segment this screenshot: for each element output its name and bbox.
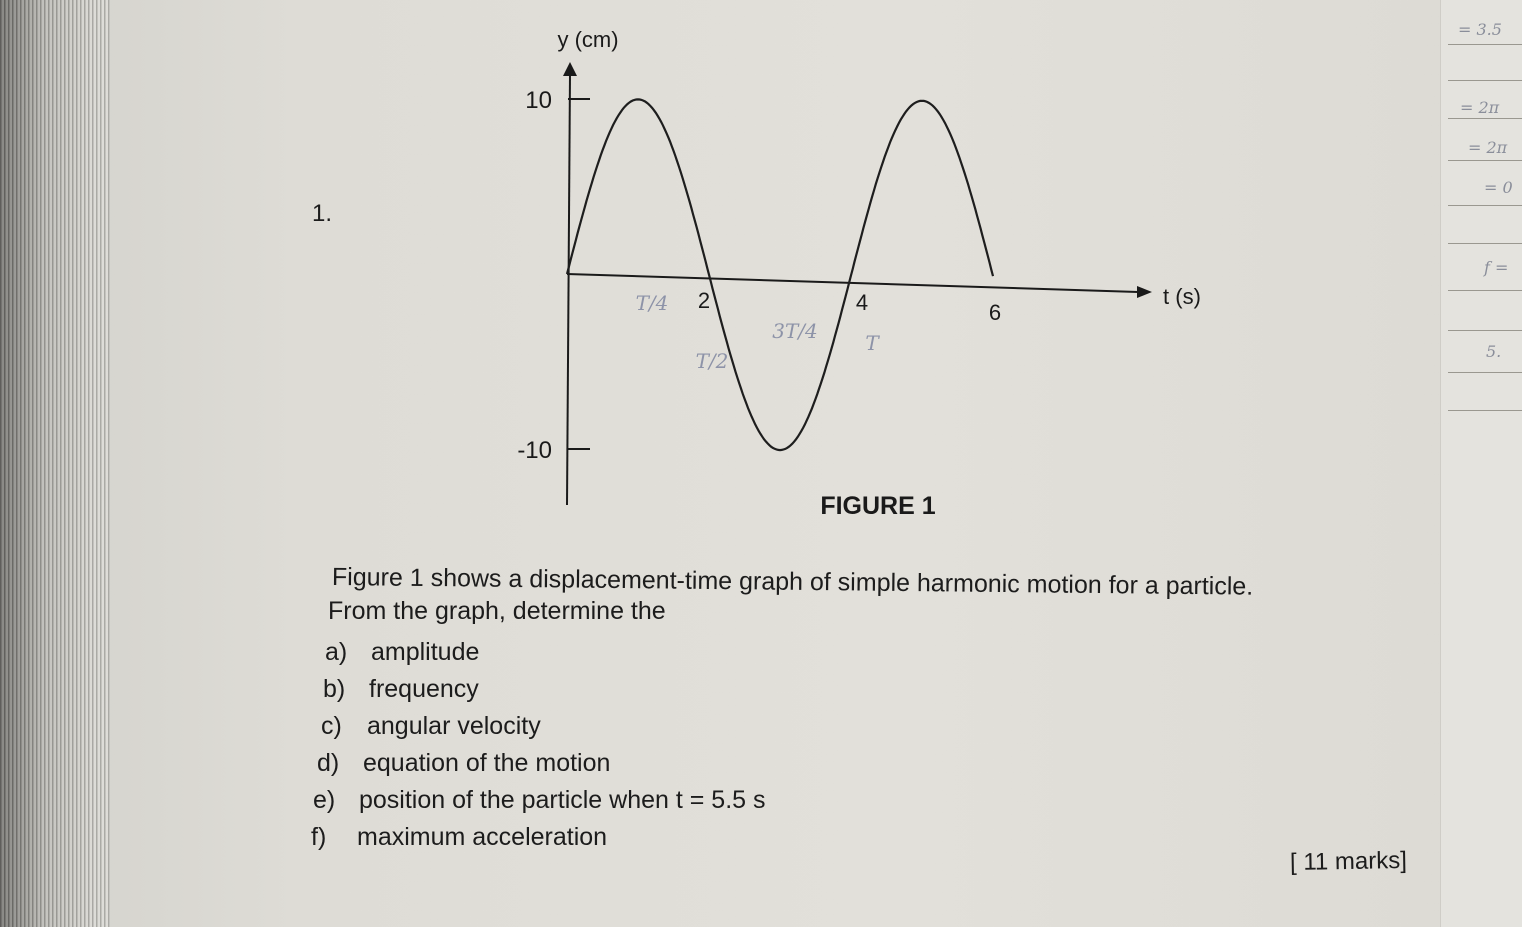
x-tick-label: 4: [855, 290, 869, 315]
handwritten-annotation: T/4: [635, 291, 669, 315]
part-text: equation of the motion: [363, 749, 611, 777]
notebook-rule-line: [1448, 118, 1522, 119]
question-parts: [305, 634, 1405, 856]
part-label: f): [311, 823, 327, 851]
part-text: maximum acceleration: [357, 823, 608, 851]
notebook-rule-line: [1448, 372, 1522, 373]
part-text: position of the particle when t = 5.5 s: [359, 786, 766, 814]
margin-note: = 0: [1484, 178, 1513, 197]
y-tick-label: -10: [517, 437, 552, 464]
notebook-rule-line: [1448, 80, 1522, 81]
x-tick-label: 2: [697, 288, 711, 313]
y-axis-arrow: [563, 62, 577, 76]
notebook-rule-line: [1448, 330, 1522, 331]
y-axis: [567, 74, 570, 505]
margin-note: 5.: [1486, 342, 1502, 361]
question-prompt: From the graph, determine the: [328, 597, 666, 625]
margin-note: = 2π: [1460, 98, 1500, 117]
question-part: [323, 671, 1405, 708]
margin-note: = 3.5: [1458, 20, 1502, 39]
handwritten-annotation: T/2: [695, 349, 729, 373]
question-text: [305, 560, 1405, 856]
part-label: e): [313, 786, 336, 814]
handwritten-annotation: 3T/4: [772, 319, 818, 343]
question-number: 1.: [312, 200, 333, 227]
x-axis: [567, 274, 1138, 292]
x-tick-label: 6: [988, 300, 1002, 325]
margin-note: f =: [1484, 258, 1509, 277]
handwritten-annotation: T: [865, 331, 879, 355]
part-label: c): [321, 712, 342, 740]
question-part: [321, 708, 1405, 745]
part-text: angular velocity: [367, 712, 541, 740]
question-part: [317, 745, 1405, 782]
marks-label: [ 11 marks]: [1289, 846, 1408, 877]
part-text: frequency: [369, 675, 479, 703]
y-tick-label: 10: [525, 87, 552, 114]
notebook-rule-line: [1448, 205, 1522, 206]
question-part: [311, 819, 1405, 856]
x-axis-label: t (s): [1163, 284, 1201, 309]
question-intro: Figure 1 shows a displacement-time graph of simple harmonic motion for a particle.: [331, 563, 1254, 601]
part-label: d): [317, 749, 340, 777]
notebook-rule-line: [1448, 44, 1522, 45]
notebook-rule-line: [1448, 243, 1522, 244]
question-part: [313, 782, 1405, 819]
displacement-series-line: [567, 99, 993, 450]
chart-title: FIGURE 1: [820, 492, 936, 520]
notebook-rule-line: [1448, 290, 1522, 291]
part-label: b): [323, 675, 346, 703]
question-part: [325, 634, 1405, 671]
margin-note: = 2π: [1468, 138, 1508, 157]
part-label: a): [325, 638, 348, 666]
notebook-rule-line: [1448, 160, 1522, 161]
y-axis-label: y (cm): [557, 27, 619, 52]
notebook-rule-line: [1448, 410, 1522, 411]
x-axis-arrow: [1137, 286, 1152, 298]
part-text: amplitude: [371, 638, 480, 666]
